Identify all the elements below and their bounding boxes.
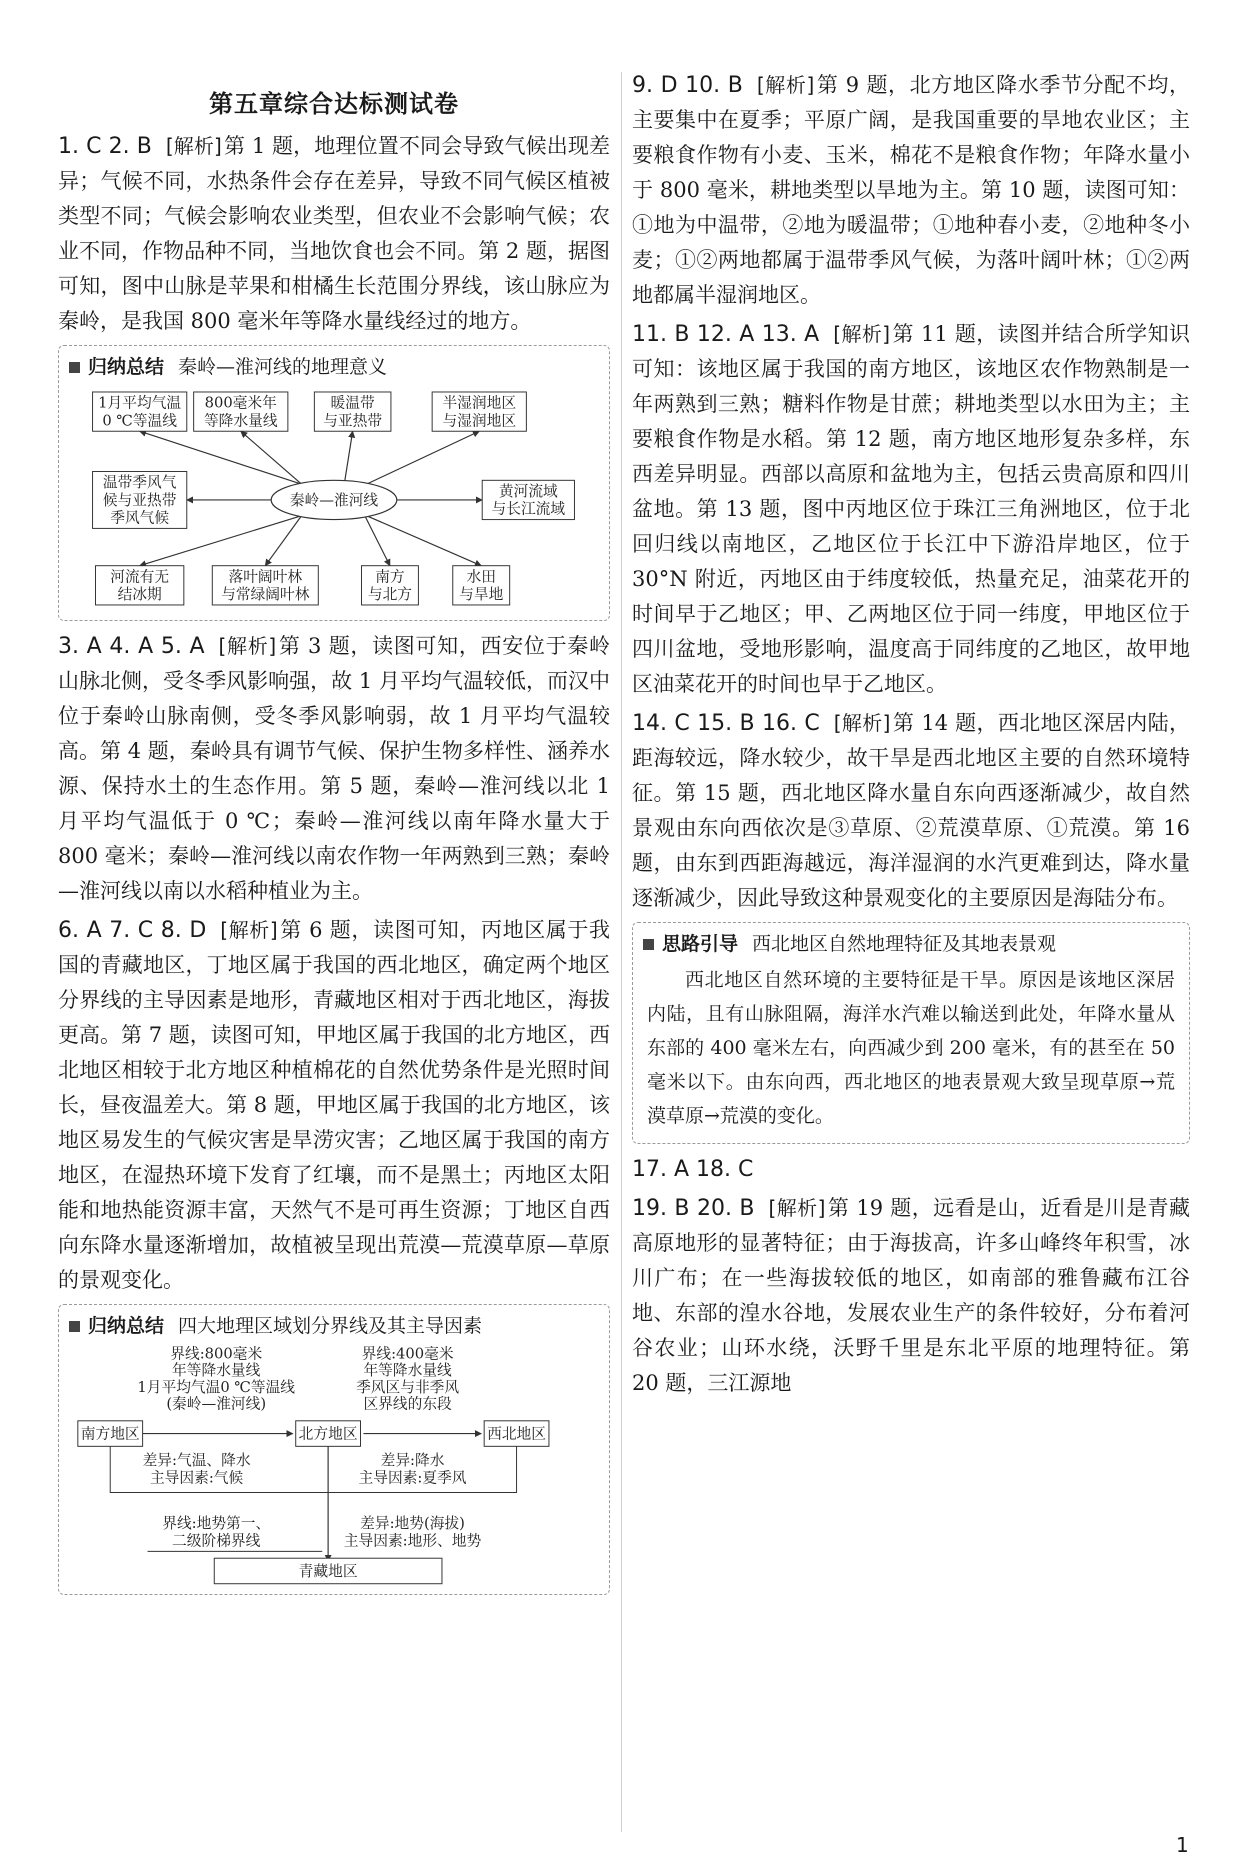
border-label-north-northwest-line: 界线:400毫米	[361, 1345, 454, 1363]
diagram-node-label-line: 与长江流域	[491, 500, 566, 518]
diff-label-north-northwest-line: 差异:降水	[380, 1451, 445, 1469]
diagram-node-label-line: 南方	[375, 568, 405, 586]
column-divider	[621, 72, 622, 1832]
border-label-south-north-line: 界线:800毫米	[170, 1345, 263, 1363]
diagram-node-label-line: 落叶阔叶林	[228, 568, 303, 586]
diagram-node-label-line: 温带季风气	[102, 474, 177, 492]
square-bullet-icon	[69, 1321, 80, 1332]
diff-label-north-northwest-line: 主导因素:夏季风	[358, 1469, 467, 1487]
answer-3-5: 3. A 4. A 5. A [解析]第 3 题，读图可知，西安位于秦岭山脉北侧，受冬季风影响强，故 1 月平均气温较低，而汉中位于秦岭山脉南侧，受冬季风影响弱，故 1 月平均气温较高。第 4 题，秦岭具有调节气候、保护生物多样性、涵养水源、保持水土的生态作用。第 5 题，秦岭—淮河线以北 1 月平均气温低于 0 ℃；秦岭—淮河线以南年降水量大于 800 毫米；秦岭—淮河线以南农作物一年两熟到三熟；秦岭—淮河线以南以水稻种植业为主。	[58, 634, 610, 903]
diagram-node-label-line: 结冰期	[117, 586, 162, 604]
border-label-south-north-line: (秦岭—淮河线)	[166, 1395, 267, 1413]
border-label-north-northwest-line: 区界线的东段	[363, 1395, 452, 1413]
guide-body-text: 西北地区自然环境的主要特征是干旱。原因是该地区深居内陆，且有山脉阻隔，海洋水汽难以输送到此处，年降水量从东部的 400 毫米左右，向西减少到 200 毫米，有的甚至在 50 毫米以下。由东向西，西北地区的地表景观大致呈现草原→荒漠草原→荒漠的变化。	[647, 969, 1175, 1127]
diagram-arrow	[344, 431, 352, 484]
border-label-north-northwest-line: 年等降水量线	[363, 1362, 452, 1380]
diagram-arrow	[366, 431, 479, 484]
right-column	[632, 68, 1190, 1405]
diff-label-qingzang-line: 差异:地势(海拔)	[360, 1514, 465, 1532]
square-bullet-icon	[643, 939, 654, 950]
diagram-arrow	[366, 516, 481, 566]
diagram-node-label-line: 暖温带	[330, 394, 375, 412]
diagram-node-label-line: 与旱地	[459, 586, 504, 604]
node-north-label-line: 北方地区	[298, 1425, 358, 1443]
node-qingzang-label-line: 青藏地区	[298, 1562, 358, 1580]
diagram-arrow	[265, 516, 301, 566]
diagram-node-label-line: 与亚热带	[323, 412, 383, 430]
diagram-arrow	[365, 516, 390, 566]
diagram-node-label-line: 1月平均气温	[98, 394, 182, 412]
border-label-qingzang-line: 二级阶梯界线	[172, 1532, 261, 1550]
four-regions-diagram	[69, 1341, 599, 1586]
answer-11-13: 11. B 12. A 13. A [解析]第 11 题，读图并结合所学知识可知：该地区属于我国的南方地区，该地区农作物熟制是一年两熟到三熟；糖料作物是甘蔗；耕地类型以水田为主；主要粮食作物是水稻。第 12 题，南方地区地形复杂多样，东西差异明显。西部以高原和盆地为主，包括云贵高原和四川盆地。第 13 题，图中丙地区位于珠江三角洲地区，位于北回归线以南地区，乙地区位于长江中下游沿岸地区，位于 30°N 附近，丙地区由于纬度较低，热量充足，油菜花开的时间早于乙地区；甲、乙两地区位于同一纬度，甲地区位于四川盆地，受地形影响，温度高于同纬度的乙地区，故甲地区油菜花开的时间也早于乙地区。	[632, 322, 1190, 696]
diagram-node-label-line: 与湿润地区	[442, 412, 517, 430]
node-northwest-label-line: 西北地区	[487, 1425, 547, 1443]
diagram-node-label-line: 河流有无	[110, 568, 170, 586]
border-label-qingzang-line: 界线:地势第一、	[162, 1514, 271, 1532]
diagram-node-label-line: 0 ℃等温线	[102, 412, 178, 430]
page-title: 第五章综合达标测试卷	[209, 90, 459, 118]
diagram-node-label-line: 水田	[466, 568, 496, 586]
answer-1-2: 1. C 2. B [解析]第 1 题，地理位置不同会导致气候出现差异；气候不同，水热条件会存在差异，导致不同气候区植被类型不同；气候会影响农业类型，但农业不会影响气候；农业不同，作物品种不同，当地饮食也会不同。第 2 题，据图可知，图中山脉是苹果和柑橘生长范围分界线，该山脉应为秦岭，是我国 800 毫米年等降水量线经过的地方。	[58, 134, 610, 333]
diagram-node-label-line: 黄河流域	[498, 483, 558, 501]
diagram-node-label-line: 季风气候	[110, 509, 170, 527]
page-number: 1	[1176, 1833, 1189, 1857]
answer-6-8: 6. A 7. C 8. D [解析]第 6 题，读图可知，丙地区属于我国的青藏地区，丁地区属于我国的西北地区，确定两个地区分界线的主导因素是地形，青藏地区相对于西北地区，海拔更高。第 7 题，读图可知，甲地区属于我国的北方地区，西北地区相较于北方地区种植棉花的自然优势条件是光照时间长，昼夜温差大。第 8 题，甲地区属于我国的北方地区，该地区易发生的气候灾害是旱涝灾害；乙地区属于我国的南方地区，在湿热环境下发育了红壤，而不是黑土；丙地区太阳能和地热能资源丰富，天然气不是可再生资源；丁地区自西向东降水量逐渐增加，故植被呈现出荒漠—荒漠草原—草原的景观变化。	[58, 918, 610, 1292]
summary-box-regions: 归纳总结 四大地理区域划分界线及其主导因素 界线:800毫米 年等降水量线 1月平均气温0 ℃等温线 (秦岭—淮河线) 界线:400毫米 年等降水量线 季风区与非季风 区界线的东段 南方地区 北方地区 西北地区 差异:气温、降水 主导因素:气候 差异:降水 主导因素:夏季风 界线:地势第一、 二级阶梯界线 差异:地势(海拔) 主导因素:地形、地势 青藏地区	[58, 1304, 610, 1595]
summary-box-qinling: 归纳总结 秦岭—淮河线的地理意义 1月平均气温 0 ℃等温线 800毫米年 等降水量线 暖温带 与亚热带 半湿润地区 与湿润地区 温带季风气 候与亚热带 季风气候 黄河流域 与长江流域 河流有无 结冰期 落叶阔叶林 与常绿阔叶林 南方 与北方 水田 与旱地 秦岭—淮河线	[58, 345, 610, 621]
diff-label-qingzang-line: 主导因素:地形、地势	[343, 1532, 482, 1550]
border-label-south-north-line: 1月平均气温0 ℃等温线	[137, 1378, 296, 1396]
answer-14-16: 14. C 15. B 16. C [解析]第 14 题，西北地区深居内陆，距海较远，降水较少，故干旱是西北地区主要的自然环境特征。第 15 题，西北地区降水量自东向西逐渐减少，故自然景观由东向西依次是③草原、②荒漠草原、①荒漠。第 16 题，由东到西距海越远，海洋湿润的水汽更难到达，降水量逐渐减少，因此导致这种景观变化的主要原因是海陆分布。	[632, 711, 1191, 910]
border-label-south-north-line: 年等降水量线	[172, 1362, 261, 1380]
guide-box-northwest: 思路引导 西北地区自然地理特征及其地表景观 西北地区自然环境的主要特征是干旱。原因是该地区深居内陆，且有山脉阻隔，海洋水汽难以输送到此处，年降水量从东部的 400 毫米左右，向西减少到 200 毫米，有的甚至在 50 毫米以下。由东向西，西北地区的地表景观大致呈现草原→荒漠草原→荒漠的变化。	[632, 922, 1190, 1144]
diagram-node-label-line: 等降水量线	[203, 412, 278, 430]
diff-label-south-north-line: 主导因素:气候	[149, 1469, 244, 1487]
diagram-node-label-line: 候与亚热带	[102, 491, 177, 509]
answer-9-10: 9. D 10. B [解析]第 9 题，北方地区降水季节分配不均，主要集中在夏季；平原广阔，是我国重要的旱地农业区；主要粮食作物有小麦、玉米，棉花不是粮食作物；年降水量小于 800 毫米，耕地类型以旱地为主。第 10 题，读图可知：①地为中温带，②地为暖温带；①地种春小麦，②地种冬小麦；①②两地都属于温带季风气候，为落叶阔叶林；①②两地都属半湿润地区。	[632, 73, 1190, 307]
diagram-center-label-line: 秦岭—淮河线	[289, 491, 379, 509]
diagram-node-label-line: 800毫米年	[204, 394, 277, 412]
diagram-node-label-line: 半湿润地区	[442, 394, 517, 412]
diagram-node-label-line: 与常绿阔叶林	[221, 586, 310, 604]
diagram-arrow	[241, 431, 302, 484]
diagram-node-label-line: 与北方	[367, 586, 413, 604]
node-south-label-line: 南方地区	[80, 1425, 140, 1443]
answer-17-18: 17. A 18. C	[632, 1157, 754, 1182]
border-label-north-northwest-line: 季风区与非季风	[356, 1378, 460, 1396]
answer-19-20: 19. B 20. B [解析]第 19 题，远看是山，近看是川是青藏高原地形的显著特征；由于海拔高，许多山峰终年积雪，冰川广布；在一些海拔较低的地区，如南部的雅鲁藏布江谷地、东部的湟水谷地，发展农业生产的条件较好，分布着河谷农业；山环水绕，沃野千里是东北平原的地理特征。第 20 题，三江源地	[632, 1196, 1190, 1395]
square-bullet-icon	[69, 362, 80, 373]
qinling-huaihe-diagram	[69, 382, 599, 612]
diff-label-south-north-line: 差异:气温、降水	[142, 1451, 251, 1469]
left-column	[58, 68, 610, 1603]
